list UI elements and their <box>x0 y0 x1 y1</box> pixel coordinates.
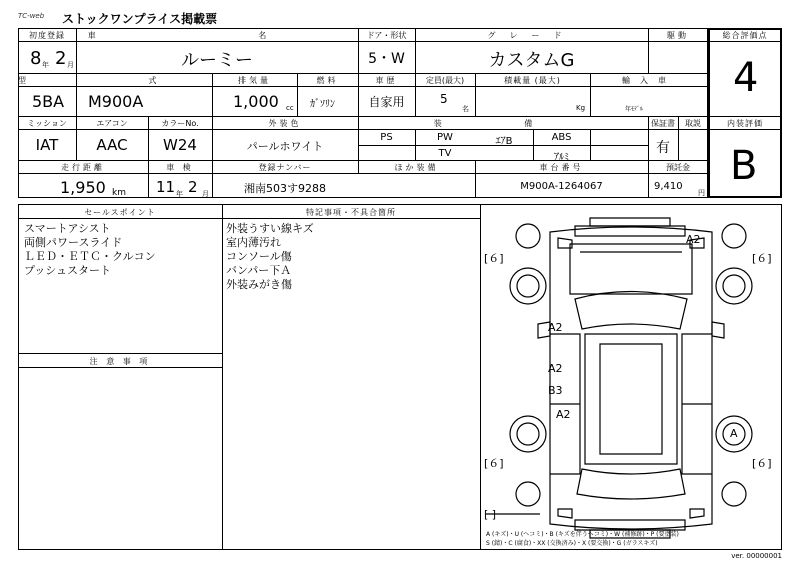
aircon-label: エアコン <box>96 119 128 128</box>
damage-roof: A2 <box>548 362 563 375</box>
displacement: 1,000 <box>233 92 279 111</box>
warranty-label: 保証書 <box>651 119 675 128</box>
damage-legend: A (キズ)・U (ヘコミ)・B (キズを伴うヘコミ)・W (補修跡)・P (要塗装) S (錆)・C (腐食)・XX (交換済み)・X (要交換)・G (ガラスキズ) <box>486 531 679 547</box>
reg-month-unit: 月 <box>67 61 74 69</box>
sales-points-label: セールスポイント <box>84 208 156 217</box>
list-item: ＬＥＤ・ＥＴＣ・クルコン <box>24 250 156 263</box>
color-label: カラーNo. <box>161 119 199 128</box>
reg-year: 8 <box>30 48 42 69</box>
load-unit: Kg <box>576 104 586 112</box>
chassis-label: 車台番号 <box>539 163 584 172</box>
first-reg-label: 初度登録 <box>29 31 65 40</box>
reg-year-unit: 年 <box>42 61 49 69</box>
damage-front-bumper: A2 <box>686 233 701 246</box>
aircon: AAC <box>96 136 128 154</box>
tire-mark-front-left: [６] <box>484 252 504 265</box>
load-label: 積載量 (最大) <box>504 76 561 85</box>
overall-score: 4 <box>733 55 759 101</box>
version-label: ver. 00000001 <box>731 552 782 560</box>
insp-month: 2 <box>188 178 198 196</box>
equip-airbag: ｴｱB <box>495 136 513 147</box>
grade-label: グレード <box>487 31 576 40</box>
door-shape: 5・W <box>368 51 405 67</box>
interior-rating-label: 内装評価 <box>727 119 763 128</box>
brand-logo: TC-web <box>18 12 45 20</box>
car-condition-diagram <box>480 204 782 550</box>
car-name: ルーミー <box>181 50 253 71</box>
tire-mark-rear-right: [６] <box>752 457 772 470</box>
model-code: M900A <box>88 92 144 111</box>
damage-windshield: A2 <box>548 321 563 334</box>
list-item: コンソール傷 <box>226 250 292 263</box>
displacement-unit: cc <box>286 104 294 112</box>
sales-points-list <box>24 222 156 278</box>
plate-label: 登録ナンバー <box>258 163 312 172</box>
special-notes-label: 特記事項・不具合箇所 <box>306 208 396 217</box>
door-label: ドア・形状 <box>366 31 407 40</box>
manual-label: 取説 <box>685 119 701 128</box>
model-prefix: 5BA <box>32 92 65 111</box>
equipment-label: 装 備 <box>433 119 573 128</box>
plate: 湘南503す9288 <box>244 182 326 195</box>
equip-tv: TV <box>438 148 452 159</box>
list-item: 外装うすい線キズ <box>226 222 314 235</box>
import-label: 輸入車 <box>622 76 676 85</box>
tire-mark-rear-left: [６] <box>484 457 504 470</box>
interior-score: B <box>730 143 758 189</box>
page-title: ストックワンプライス掲載票 <box>62 12 218 26</box>
insp-year: 11 <box>156 178 176 196</box>
special-notes-list <box>226 222 314 292</box>
insp-month-unit: 月 <box>202 190 209 198</box>
list-item: 両側パワースライド <box>24 236 123 249</box>
mission: IAT <box>35 136 59 154</box>
ext-color-label: 外装色 <box>268 119 302 128</box>
color-no: W24 <box>163 136 197 154</box>
grade: カスタムG <box>488 50 575 71</box>
mileage-label: 走行距離 <box>61 163 105 172</box>
equip-pw: PW <box>437 132 453 143</box>
model-label: 型 式 <box>18 76 217 85</box>
chassis-number: M900A-1264067 <box>520 181 603 192</box>
capacity-label: 定員(最大) <box>425 76 465 85</box>
list-item: バンパー下Ａ <box>226 264 292 277</box>
mileage-unit: km <box>112 188 126 198</box>
overall-rating-label: 総合評価点 <box>722 31 768 40</box>
list-item: プッシュスタート <box>24 264 112 277</box>
deposit-label: 預託金 <box>666 163 690 172</box>
mission-label: ミッション <box>27 119 67 128</box>
damage-rear-wheel: A <box>730 427 738 440</box>
car-name-label: 車 名 <box>87 31 347 40</box>
deposit: 9,410 <box>654 181 683 192</box>
insp-year-unit: 年 <box>176 190 183 198</box>
import-note: 年ﾓﾃﾞﾙ <box>625 106 644 113</box>
reg-month: 2 <box>55 48 67 69</box>
fuel: ｶﾞｿﾘﾝ <box>310 99 335 110</box>
drive-label: 駆動 <box>667 31 689 40</box>
damage-rear: A2 <box>556 408 571 421</box>
cautions-label: 注 意 事 項 <box>89 357 151 366</box>
bottom-bracket: [ ] <box>484 508 497 521</box>
car-history: 自家用 <box>368 95 405 109</box>
exterior-color: パールホワイト <box>246 140 324 153</box>
car-history-label: 車歴 <box>375 76 398 85</box>
damage-roof-b3: B3 <box>548 384 563 397</box>
equip-alloy: ｱﾙﾐ <box>554 152 569 163</box>
other-equip-label: ほか装備 <box>394 163 439 172</box>
capacity: 5 <box>440 92 448 106</box>
equip-ps: PS <box>380 132 393 143</box>
warranty: 有 <box>656 140 670 156</box>
deposit-unit: 円 <box>698 189 705 197</box>
inspection-label: 車 検 <box>166 163 194 172</box>
capacity-unit: 名 <box>462 105 469 113</box>
fuel-label: 燃料 <box>316 76 339 85</box>
list-item: 室内薄汚れ <box>226 236 281 249</box>
tire-mark-front-right: [６] <box>752 252 772 265</box>
equip-abs: ABS <box>551 132 572 143</box>
list-item: スマートアシスト <box>24 222 111 235</box>
displacement-label: 排気量 <box>238 76 271 85</box>
mileage: 1,950 <box>60 178 106 197</box>
list-item: 外装みがき傷 <box>226 278 292 291</box>
